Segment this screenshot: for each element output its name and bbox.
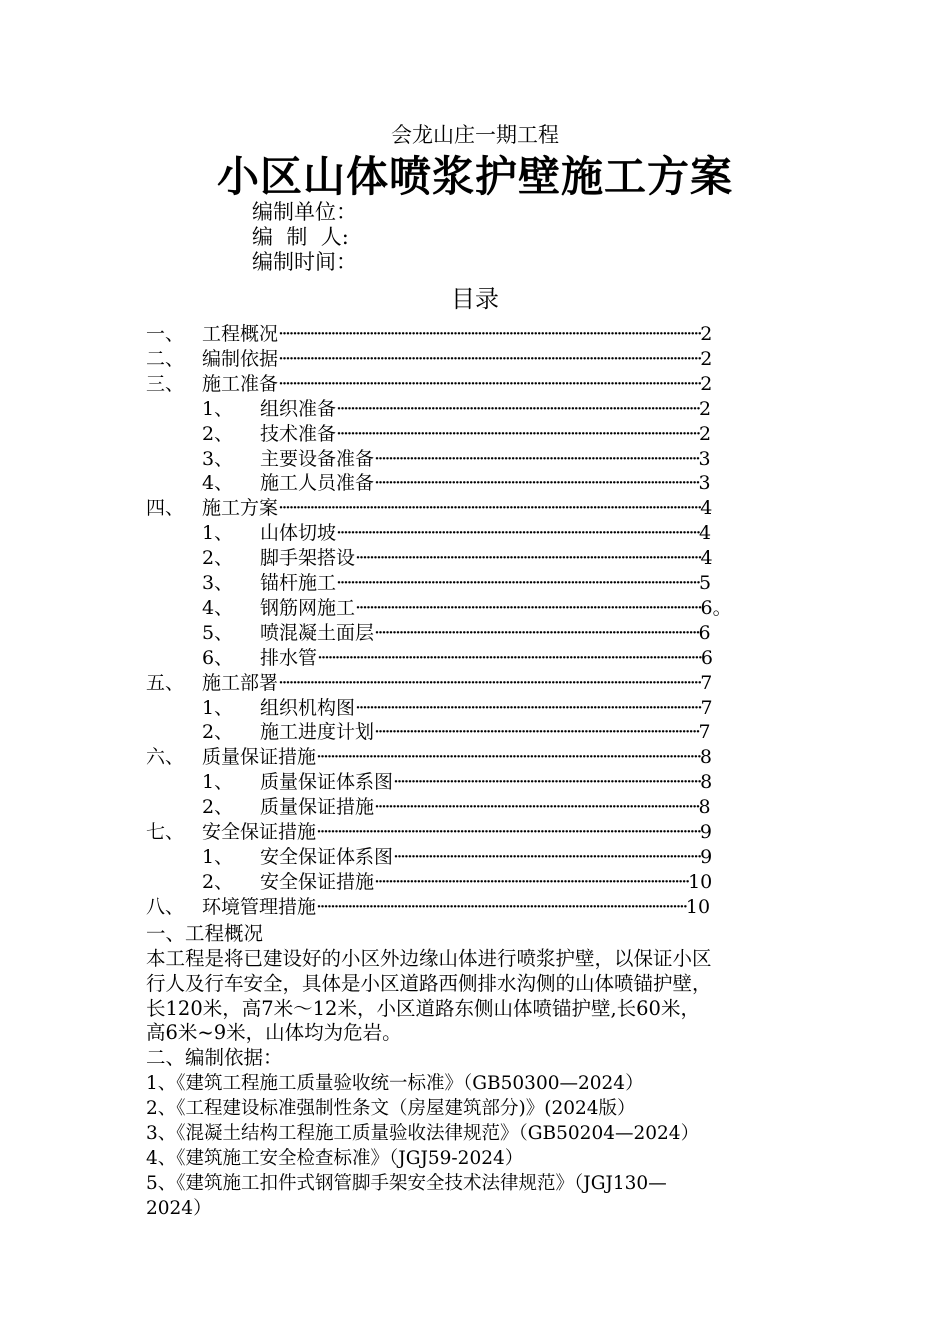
toc-entry-number: 2、 [202, 796, 234, 819]
toc-entry-label: 施工部署 [202, 671, 279, 694]
toc-entry-number: 2、 [202, 870, 234, 893]
toc-entry-page: 2 [700, 347, 713, 370]
toc-entry[interactable] [202, 621, 711, 645]
toc-entry-leader: ························································································································· [278, 323, 701, 345]
toc-entry[interactable] [146, 745, 712, 769]
toc-entry[interactable] [202, 422, 711, 446]
toc-entry[interactable] [202, 596, 732, 620]
author-time-label: 编制时间： [252, 250, 357, 274]
document-title: 小区山体喷浆护壁施工方案 [216, 152, 733, 201]
toc-entry-page: 8 [700, 771, 713, 794]
toc-entry-leader: ························································································································· [278, 497, 701, 520]
toc-entry-label: 施工方案 [202, 497, 279, 520]
toc-entry-number: 七、 [146, 821, 185, 843]
toc-entry-label: 排水管 [260, 646, 318, 669]
toc-entry-leader: ························································································································· [278, 372, 701, 395]
toc-entry-page: 2 [700, 323, 713, 345]
toc-entry-label: 质量保证措施 [202, 746, 317, 769]
toc-entry[interactable] [202, 471, 711, 495]
toc-entry-page: 8 [698, 796, 711, 819]
toc-entry[interactable] [146, 820, 712, 844]
toc-entry-number: 5、 [202, 621, 234, 644]
toc-entry[interactable] [146, 671, 712, 695]
toc-entry[interactable] [146, 895, 710, 919]
toc-entry-label: 安全保证措施 [202, 821, 317, 843]
toc-entry-page: 9 [699, 821, 712, 843]
toc-entry-number: 1、 [202, 696, 234, 719]
toc-entry-number: 4、 [202, 472, 234, 495]
section-overview-line: 本工程是将已建设好的小区外边缘山体进行喷浆护壁，以保证小区 [146, 947, 712, 970]
toc-title: 目录 [451, 285, 499, 313]
toc-entry-page: 6。 [700, 596, 732, 619]
toc-entry-page: 6 [700, 646, 713, 669]
toc-entry-leader: ····························································································· [374, 472, 699, 495]
toc-entry-leader: ························································································ [393, 845, 701, 868]
toc-entry-page: 5 [698, 572, 712, 594]
section-overview-line: 行人及行车安全，具体是小区道路西侧排水沟侧的山体喷锚护壁， [146, 972, 712, 995]
toc-entry-page: 8 [699, 746, 712, 769]
toc-entry-number: 1、 [202, 397, 234, 420]
toc-entry-leader: ····························································································· [374, 621, 699, 644]
toc-entry-number: 一、 [146, 323, 185, 345]
toc-entry[interactable] [146, 347, 712, 371]
toc-entry-leader: ····························································································· [374, 447, 699, 470]
toc-entry-number: 六、 [146, 746, 185, 769]
reference-item: 1、《建筑工程施工质量验收统一标准》（GB50300—2024） [146, 1073, 644, 1094]
toc-entry-page: 4 [700, 497, 713, 520]
toc-entry[interactable] [202, 447, 711, 471]
section-overview-line: 高6米~9米，山体均为危岩。 [146, 1021, 402, 1044]
reference-item: 5、《建筑施工扣件式钢管脚手架安全技术法律规范》（JGJ130— [146, 1173, 667, 1194]
toc-entry[interactable] [146, 496, 712, 520]
toc-entry-leader: ·········································································································· [316, 895, 686, 918]
toc-entry[interactable] [202, 845, 712, 869]
toc-entry[interactable] [202, 521, 711, 545]
toc-entry[interactable] [202, 646, 713, 670]
section-overview-line: 长120米，高7米～12米，小区道路东侧山体喷锚护壁,长60米， [146, 997, 700, 1020]
toc-entry-leader: ························································································ [393, 771, 701, 794]
toc-entry-label: 安全保证体系图 [260, 845, 394, 868]
toc-entry-label: 工程概况 [202, 323, 279, 345]
toc-entry-label: 技术准备 [260, 422, 337, 445]
toc-entry-number: 3、 [202, 447, 234, 470]
toc-entry-label: 质量保证体系图 [260, 771, 394, 794]
section-heading-overview: 一、工程概况 [146, 922, 264, 945]
reference-item: 3、《混凝土结构工程施工质量验收法律规范》（GB50204—2024） [146, 1123, 700, 1144]
toc-entry-page: 7 [698, 721, 711, 744]
toc-entry-leader: ························································································································· [278, 671, 701, 694]
toc-entry-number: 1、 [202, 522, 234, 545]
toc-entry[interactable] [202, 795, 711, 819]
toc-entry[interactable] [202, 696, 713, 720]
author-person-label: 编 制 人: [252, 225, 349, 249]
toc-entry-leader: ··································································································· [355, 596, 701, 619]
toc-entry-label: 钢筋网施工 [260, 596, 356, 619]
toc-entry-page: 2 [698, 397, 712, 420]
toc-entry-label: 环境管理措施 [202, 895, 317, 918]
toc-entry-label: 施工进度计划 [260, 721, 375, 744]
toc-entry-page: 3 [698, 447, 711, 470]
toc-entry-page: 10 [688, 870, 713, 893]
toc-entry-label: 组织准备 [260, 397, 337, 420]
toc-entry-leader: ········································································································ [336, 522, 699, 545]
toc-entry-number: 6、 [202, 646, 234, 669]
section-heading-basis: 二、编制依据： [146, 1046, 283, 1069]
toc-entry-page: 10 [685, 895, 711, 918]
reference-item: 2024） [146, 1198, 212, 1219]
author-unit-label: 编制单位： [252, 200, 357, 224]
toc-entry[interactable] [202, 770, 712, 794]
toc-entry-number: 1、 [202, 771, 234, 794]
toc-entry[interactable] [202, 870, 712, 894]
toc-entry-number: 3、 [202, 572, 234, 594]
toc-entry-label: 施工人员准备 [260, 472, 375, 495]
toc-entry-label: 喷混凝土面层 [260, 621, 375, 644]
toc-entry-leader: ········································································································ [336, 422, 699, 445]
toc-entry-page: 4 [698, 522, 712, 545]
toc-entry-label: 山体切坡 [260, 522, 337, 545]
toc-entry-number: 2、 [202, 721, 234, 744]
toc-entry[interactable] [146, 372, 712, 396]
toc-entry-leader: ·············································································································· [317, 646, 701, 669]
toc-entry-label: 施工准备 [202, 372, 279, 395]
toc-entry-leader: ·············································································································· [316, 746, 700, 769]
toc-entry-number: 4、 [202, 596, 234, 619]
toc-entry-number: 1、 [202, 845, 234, 868]
toc-entry-page: 2 [698, 422, 712, 445]
toc-entry-leader: ························································································································· [278, 347, 701, 370]
toc-entry-number: 五、 [146, 671, 185, 694]
toc-entry-leader: ········································································································ [336, 397, 699, 420]
toc-entry-leader: ··································································································· [355, 547, 701, 570]
toc-entry-label: 主要设备准备 [260, 447, 375, 470]
toc-entry[interactable] [202, 720, 711, 744]
reference-item: 2、《工程建设标准强制性条文（房屋建筑部分)》(2024版） [146, 1098, 636, 1119]
reference-item: 4、《建筑施工安全检查标准》（JGJ59-2024） [146, 1148, 524, 1169]
toc-entry-leader: ·············································································································· [316, 821, 700, 843]
toc-entry[interactable] [202, 397, 711, 421]
toc-entry-label: 脚手架搭设 [260, 547, 356, 570]
toc-entry-page: 4 [700, 547, 713, 570]
toc-entry-number: 二、 [146, 347, 185, 370]
toc-entry-leader: ····························································································· [374, 721, 699, 744]
toc-entry-leader: ·························································································· [374, 870, 689, 893]
toc-entry-page: 3 [698, 472, 711, 495]
toc-entry[interactable] [202, 571, 711, 595]
toc-entry-leader: ··································································································· [355, 696, 701, 719]
toc-entry-label: 锚杆施工 [260, 572, 337, 594]
toc-entry-number: 四、 [146, 497, 185, 520]
toc-entry-number: 八、 [146, 895, 185, 918]
toc-entry-page: 7 [700, 671, 713, 694]
toc-entry-label: 安全保证措施 [260, 870, 375, 893]
toc-entry-label: 质量保证措施 [260, 796, 375, 819]
toc-entry[interactable] [202, 546, 713, 570]
toc-entry-page: 9 [700, 845, 713, 868]
toc-entry-leader: ········································································································ [336, 572, 699, 594]
toc-entry-number: 2、 [202, 422, 234, 445]
toc-entry-number: 三、 [146, 372, 185, 395]
toc-entry[interactable] [146, 322, 712, 346]
toc-entry-page: 2 [700, 372, 713, 395]
project-subtitle: 会龙山庄一期工程 [391, 123, 559, 147]
toc-entry-page: 7 [700, 696, 713, 719]
toc-entry-page: 6 [698, 621, 711, 644]
toc-entry-label: 组织机构图 [260, 696, 356, 719]
toc-entry-leader: ····························································································· [374, 796, 699, 819]
toc-entry-label: 编制依据 [202, 347, 279, 370]
toc-entry-number: 2、 [202, 547, 234, 570]
